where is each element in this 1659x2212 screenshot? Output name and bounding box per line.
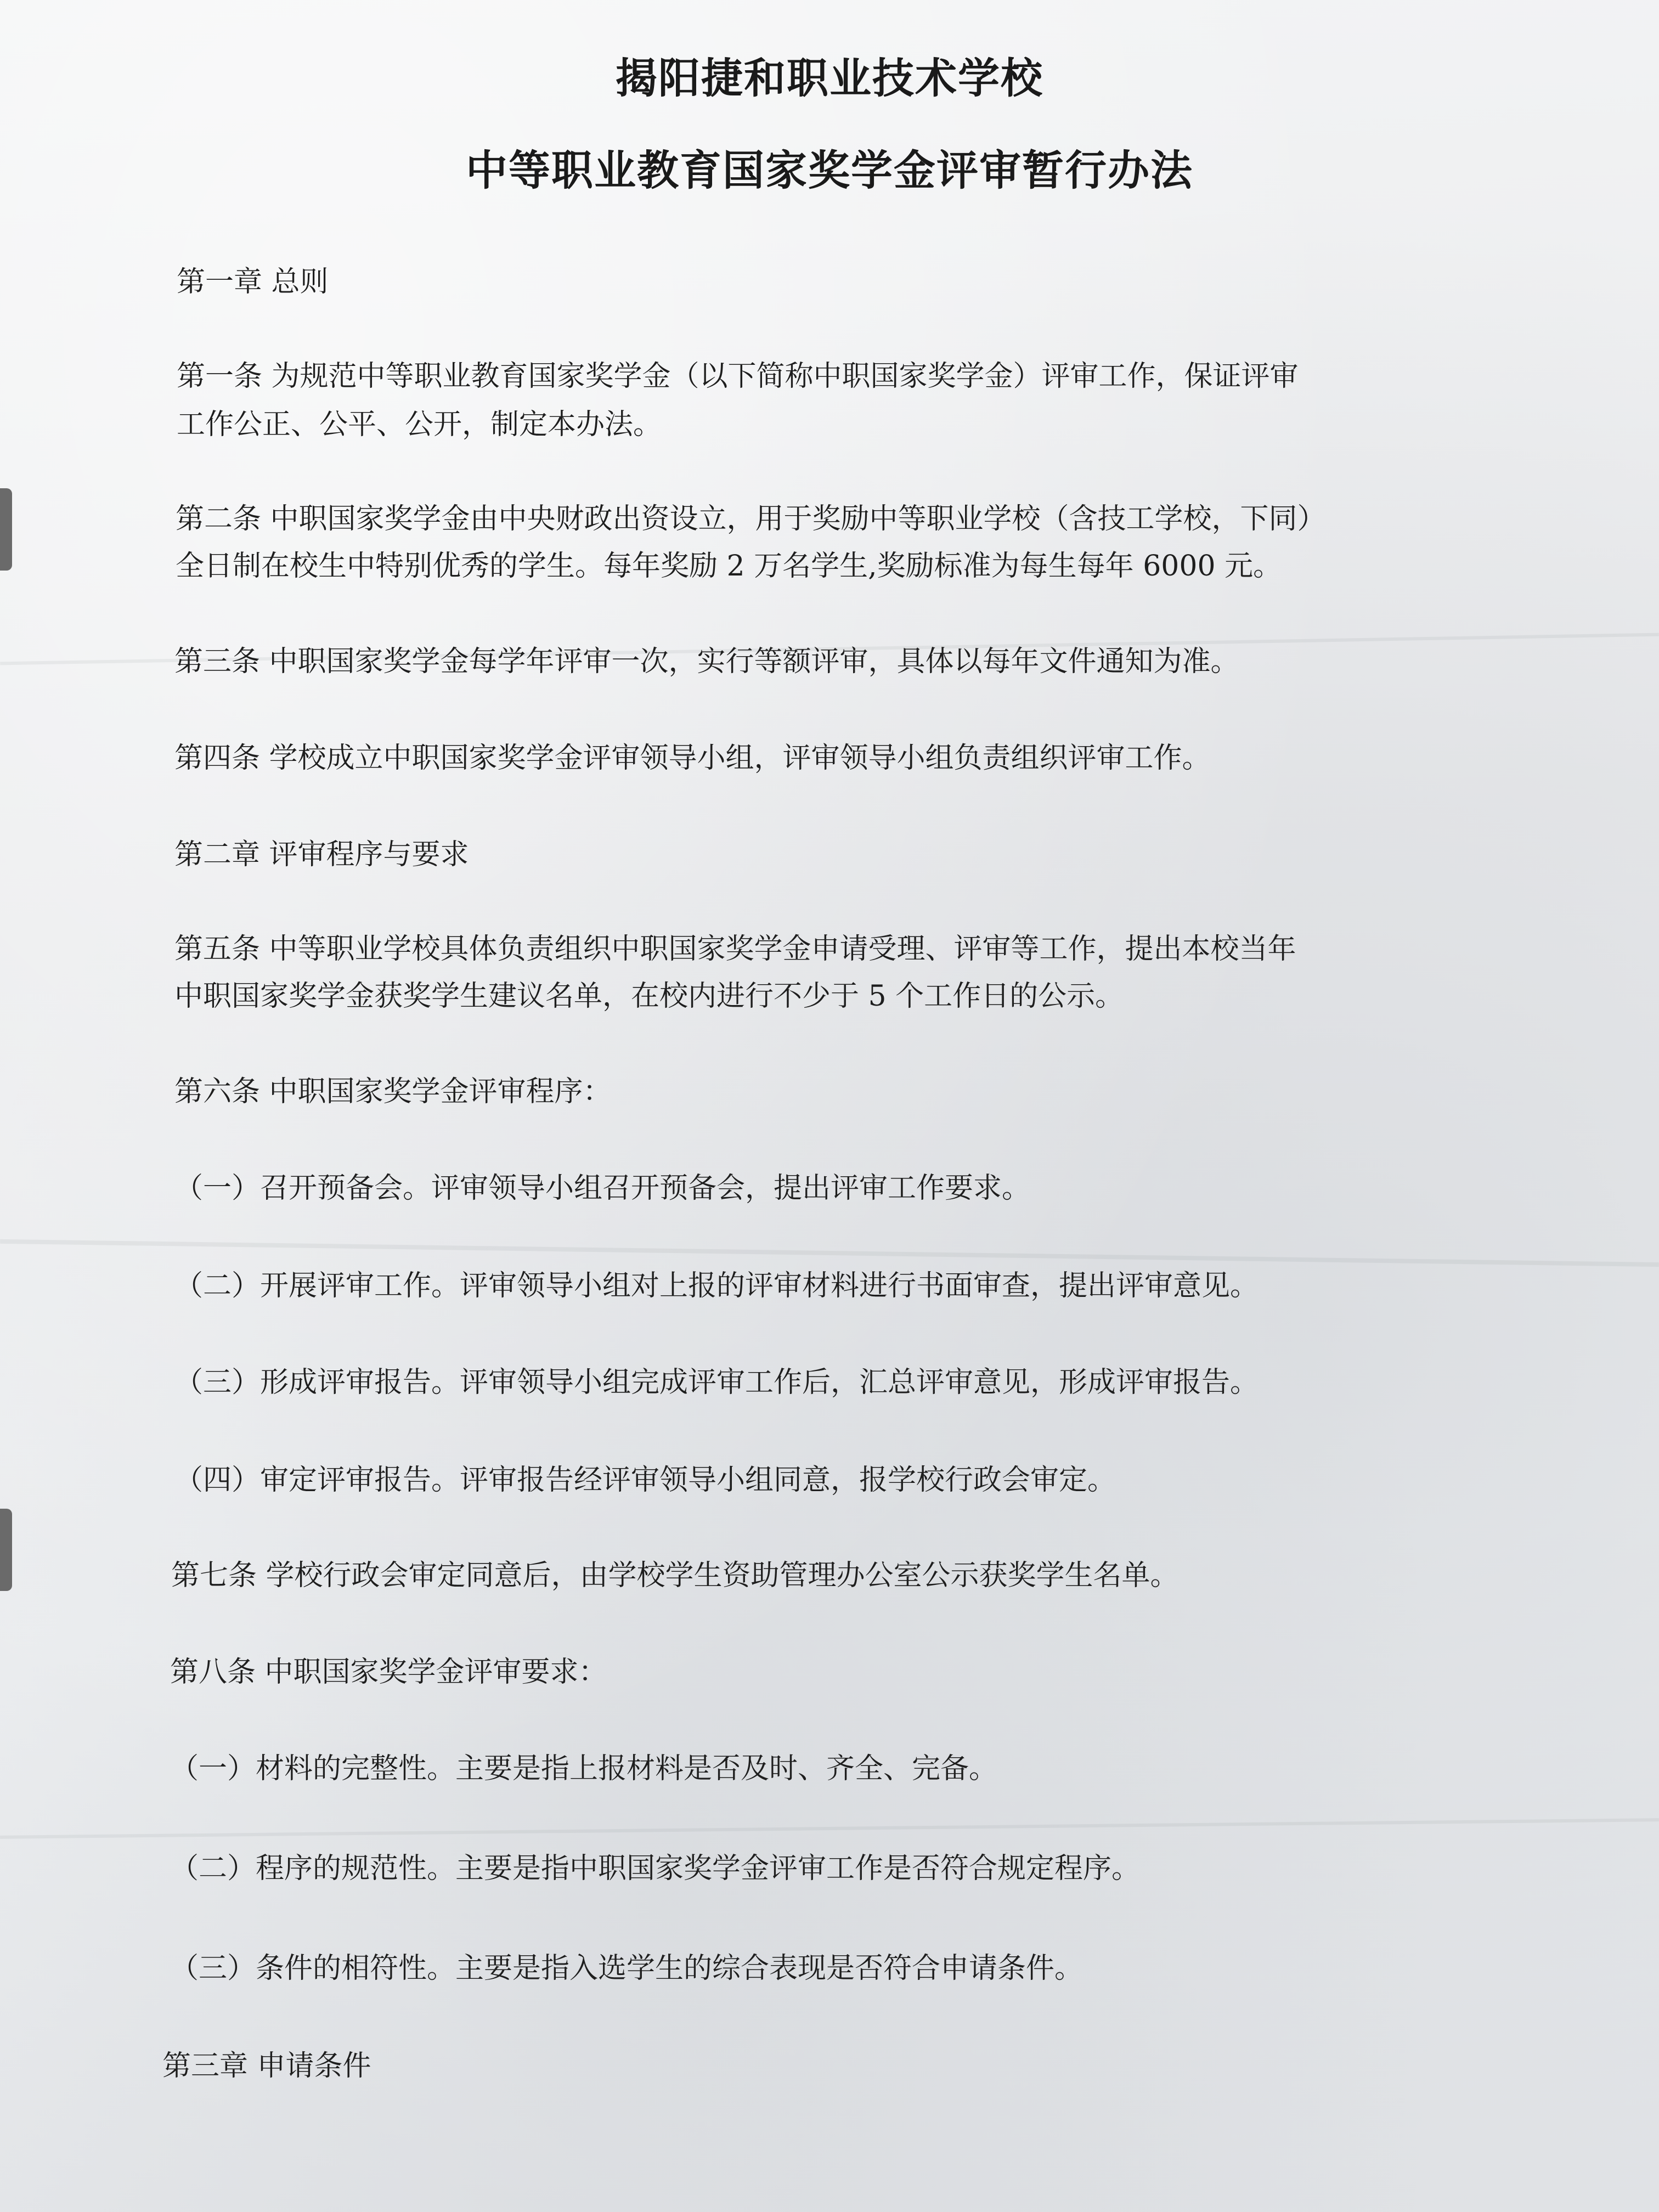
chapter-heading: 第一章 总则 xyxy=(177,266,329,298)
school-title: 揭阳捷和职业技术学校 xyxy=(616,54,1043,103)
document-title: 中等职业教育国家奖学金评审暂行办法 xyxy=(466,146,1193,195)
chapter-heading: 第三章 申请条件 xyxy=(162,2050,371,2083)
article-line: 全日制在校生中特别优秀的学生。每年奖励 2 万名学生,奖励标准为每生每年 6000 元。 xyxy=(176,550,1282,583)
list-item: （一）召开预备会。评审领导小组召开预备会，提出评审工作要求。 xyxy=(174,1172,1031,1205)
list-item: （四）审定评审报告。评审报告经评审领导小组同意，报学校行政会审定。 xyxy=(174,1464,1116,1497)
list-item: （三）条件的相符性。主要是指入选学生的综合表现是否符合申请条件。 xyxy=(170,1952,1084,1985)
article-line: 第一条 为规范中等职业教育国家奖学金（以下简称中职国家奖学金）评审工作，保证评审 xyxy=(177,360,1299,393)
article-line: 第八条 中职国家奖学金评审要求： xyxy=(170,1656,607,1689)
article-line: 第三条 中职国家奖学金每学年评审一次，实行等额评审，具体以每年文件通知为准。 xyxy=(174,645,1239,678)
chapter-heading: 第二章 评审程序与要求 xyxy=(174,838,469,871)
article-line: 中职国家奖学金获奖学生建议名单，在校内进行不少于 5 个工作日的公示。 xyxy=(174,980,1124,1013)
paper-crease xyxy=(0,1239,1659,1267)
article-line: 第五条 中等职业学校具体负责组织中职国家奖学金申请受理、评审等工作，提出本校当年 xyxy=(174,933,1296,966)
article-line: 第四条 学校成立中职国家奖学金评审领导小组，评审领导小组负责组织评审工作。 xyxy=(174,742,1211,775)
binder-hole xyxy=(0,488,12,571)
article-line: 第七条 学校行政会审定同意后，由学校学生资助管理办公室公示获奖学生名单。 xyxy=(171,1559,1179,1592)
paper-crease xyxy=(0,1818,1659,1839)
article-line: 第六条 中职国家奖学金评审程序： xyxy=(174,1075,612,1108)
binder-hole xyxy=(0,1509,12,1591)
list-item: （二）程序的规范性。主要是指中职国家奖学金评审工作是否符合规定程序。 xyxy=(170,1852,1141,1885)
list-item: （一）材料的完整性。主要是指上报材料是否及时、齐全、完备。 xyxy=(170,1752,998,1785)
list-item: （二）开展评审工作。评审领导小组对上报的评审材料进行书面审查，提出评审意见。 xyxy=(174,1269,1259,1302)
article-line: 工作公正、公平、公开，制定本办法。 xyxy=(177,408,662,441)
list-item: （三）形成评审报告。评审领导小组完成评审工作后，汇总评审意见，形成评审报告。 xyxy=(174,1366,1259,1399)
article-line: 第二条 中职国家奖学金由中央财政出资设立，用于奖励中等职业学校（含技工学校，下同） xyxy=(176,503,1326,535)
